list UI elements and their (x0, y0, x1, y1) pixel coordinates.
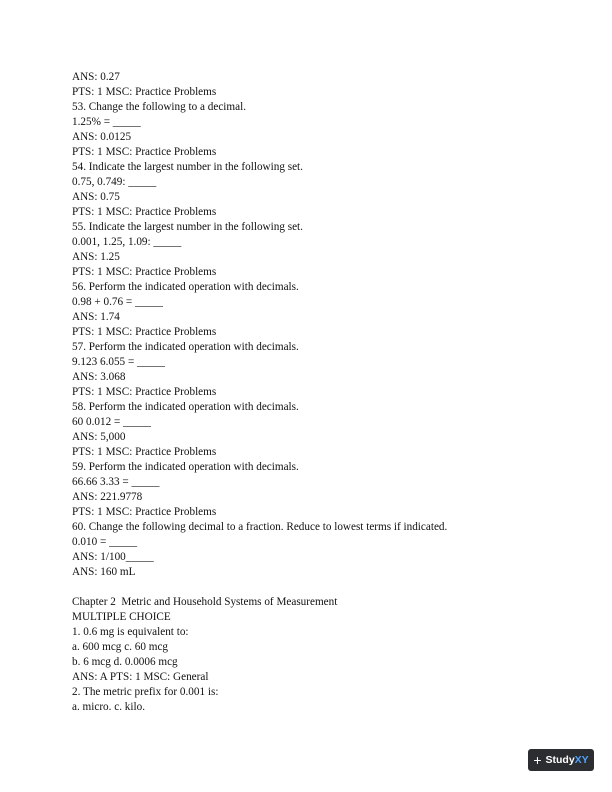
text-line: 66.66 3.33 = _____ (72, 476, 160, 488)
text-line: ANS: 3.068 (72, 371, 126, 383)
text-line: ANS: 160 mL (72, 566, 136, 578)
chapter-heading: Chapter 2 Metric and Household Systems of Measurement (72, 596, 338, 608)
badge-label (546, 754, 589, 766)
text-line: 55. Indicate the largest number in the following set. (72, 221, 303, 233)
text-line: 0.98 + 0.76 = _____ (72, 296, 163, 308)
text-line: 54. Indicate the largest number in the following set. (72, 161, 303, 173)
text-line: PTS: 1 MSC: Practice Problems (72, 386, 217, 398)
text-line: 0.010 = _____ (72, 536, 138, 548)
text-line: ANS: 1.25 (72, 251, 120, 263)
badge-xy-text: XY (574, 754, 589, 766)
text-line: a. 600 mcg c. 60 mcg (72, 641, 169, 653)
plus-icon: + (533, 752, 542, 768)
text-line: 9.123 6.055 = _____ (72, 356, 166, 368)
text-line: ANS: 1.74 (72, 311, 120, 323)
text-line: ANS: 221.9778 (72, 491, 143, 503)
text-line: ANS: 1/100_____ (72, 551, 154, 563)
text-line: 1.25% = _____ (72, 116, 141, 128)
text-line: PTS: 1 MSC: Practice Problems (72, 146, 217, 158)
text-line: 1. 0.6 mg is equivalent to: (72, 626, 189, 638)
text-line: 56. Perform the indicated operation with decimals. (72, 281, 299, 293)
text-line: 57. Perform the indicated operation with decimals. (72, 341, 299, 353)
section-heading: MULTIPLE CHOICE (72, 611, 171, 623)
text-line: 59. Perform the indicated operation with decimals. (72, 461, 299, 473)
document-body (72, 70, 552, 715)
text-line: 0.001, 1.25, 1.09: _____ (72, 236, 182, 248)
studyxy-badge[interactable] (528, 749, 594, 771)
text-line: PTS: 1 MSC: Practice Problems (72, 86, 217, 98)
text-line: PTS: 1 MSC: Practice Problems (72, 446, 217, 458)
text-line: ANS: A PTS: 1 MSC: General (72, 671, 209, 683)
text-line: 2. The metric prefix for 0.001 is: (72, 686, 219, 698)
text-line: PTS: 1 MSC: Practice Problems (72, 206, 217, 218)
text-line: 53. Change the following to a decimal. (72, 101, 246, 113)
text-line: PTS: 1 MSC: Practice Problems (72, 266, 217, 278)
paragraph-gap (72, 580, 552, 595)
text-line: 58. Perform the indicated operation with decimals. (72, 401, 299, 413)
text-line: 60 0.012 = _____ (72, 416, 152, 428)
text-line: ANS: 0.0125 (72, 131, 132, 143)
badge-study-text: Study (545, 754, 575, 766)
text-line: ANS: 5,000 (72, 431, 126, 443)
text-line: ANS: 0.27 (72, 71, 120, 83)
text-line: b. 6 mcg d. 0.0006 mcg (72, 656, 178, 668)
text-line: a. micro. c. kilo. (72, 701, 146, 713)
text-line: 0.75, 0.749: _____ (72, 176, 157, 188)
text-line: 60. Change the following decimal to a fraction. Reduce to lowest terms if indicated. (72, 521, 448, 533)
text-line: PTS: 1 MSC: Practice Problems (72, 506, 217, 518)
text-line: PTS: 1 MSC: Practice Problems (72, 326, 217, 338)
text-line: ANS: 0.75 (72, 191, 120, 203)
